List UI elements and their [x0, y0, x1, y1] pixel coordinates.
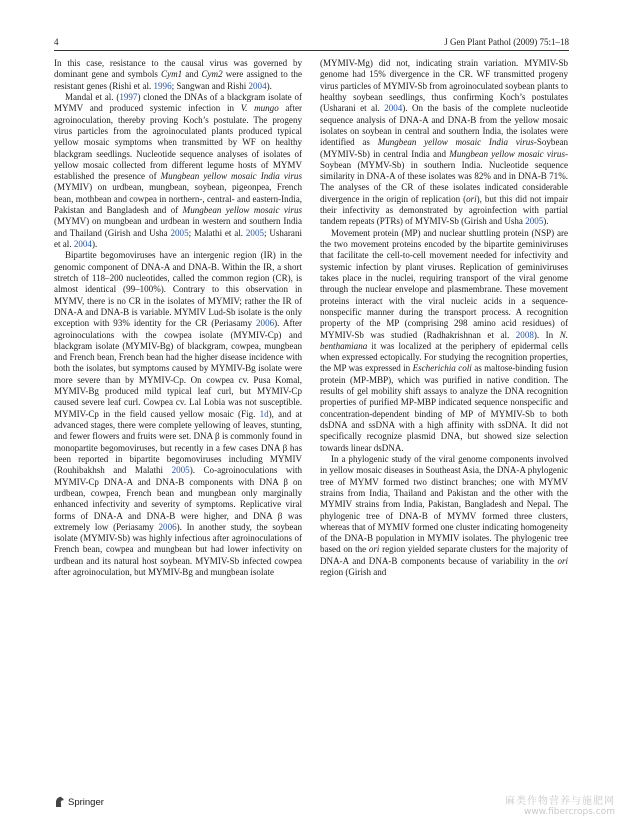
italic-term: Mungbean yellow mosaic virus: [449, 148, 565, 159]
italic-term: ori: [557, 555, 568, 566]
text-run: ). Co-agroinoculations with MYMIV-Cp DNA-A and DNA-B components with DNA β on urdbean, cowpea, French bean and mungbean only marginally enhanced infectivity and severity of symptoms. Replicative viral forms of DNA-A and DNA-B were higher, and DNA β was extremely low (Periasamy: [54, 465, 302, 532]
text-run: Mandal et al. (: [65, 91, 120, 102]
text-run: ).: [266, 80, 272, 91]
citation-link[interactable]: 1997: [119, 91, 138, 102]
citation-link[interactable]: 2005: [245, 227, 264, 238]
paragraph: [320, 58, 568, 228]
text-run: (MYMIV-Mg) did not, indicating strain variation. MYMIV-Sb genome had 15% divergence in the CR. WF transmitted progeny virus particles of MYMIV-Sb from agroinoculated soybean plants to healthy soybean seedlings, thus confirming Koch’s postulates (Usharani et al.: [320, 58, 568, 114]
italic-term: N. benthamiana: [320, 329, 569, 351]
text-run: region yielded separate clusters for the majority of DNA-A and DNA-B components because of variability in the: [320, 544, 568, 566]
right-column: [320, 58, 568, 578]
text-run: and: [182, 69, 202, 80]
paragraph: [320, 228, 568, 454]
running-header: [54, 36, 569, 50]
text-run: as maltose-binding fusion protein (MP-MBP), which was purified in native condition. The results of gel mobility shift assays to analyze the DNA recognition properties of purified MP-MBP indicated sequence nonspecific and concentration-dependent binding of MP of MYMIV-Sb to both dsDNA and ssDNA with a high affinity with ssDNA. It did not specifically recognize plasmid DNA, but showed size selection towards linear dsDNA.: [320, 363, 568, 453]
text-run: after agroinoculation, thereby proving Koch’s postulate. The progeny virus particles from the agroinoculated plants produced typical yellow mosaic symptoms when transmitted by WF on healthy blackgram seedlings. Nucleotide sequence analyses of isolates of yellow mosaic collected from different legume hosts of MYMV established the presence of: [54, 103, 302, 182]
italic-term: Cym2: [201, 69, 223, 80]
text-run: ).: [543, 216, 549, 227]
italic-term: ori: [466, 193, 477, 204]
italic-term: Escherichia coli: [412, 363, 472, 374]
citation-link[interactable]: 2004: [73, 239, 92, 249]
text-run: ). After agroinoculations with the cowpea isolate (MYMIV-Cp) and blackgram isolate (MYMIV-Bg) of blackgram, cowpea, mungbean and French bean, French bean had the higher disease incidence with both the isolates, but symptoms caused by MYMIV-Bg isolate were more severe than by MYMIV-Cp. On cowpea cv. Pusa Komal, MYMIV-Bg produced mild typical leaf curl, but MYMIV-Cp caused severe leaf curl. Cowpea cv. Lal Lobia was not susceptible. MYMIV-Cp in the field caused yellow mosaic (Fig.: [54, 318, 303, 419]
italic-term: Mungbean yellow mosaic India virus: [160, 171, 302, 182]
paragraph: [54, 250, 302, 578]
citation-link[interactable]: 2005: [525, 216, 544, 227]
text-run: ). On the basis of the complete nucleotide sequence analysis of DNA-A and DNA-B from the yellow mosaic isolates on soybean in central and southern India, the isolates were identified as: [320, 103, 568, 148]
text-run: (MYMIV) on urdbean, mungbean, soybean, pigeonpea, French bean, mothbean and cowpea in northern-, central- and eastern-India, Pakistan and Bangladesh and of: [54, 182, 302, 216]
italic-term: V. mungo: [240, 103, 279, 114]
italic-term: ori: [368, 544, 380, 555]
springer-horse-icon: [54, 796, 65, 808]
text-run: ), and at advanced stages, there were complete yellowing of leaves, stunting, and fewer flowers and fruits were set. DNA β is commonly found in monopartite begomoviruses, but recently in a few cases DNA β has been reported in bipartite begomoviruses including MYMIV (Rouhibakhsh and Malathi: [54, 408, 302, 476]
text-run: ).: [91, 239, 98, 249]
header-rule: [54, 50, 569, 51]
text-run: region (Girish and: [320, 567, 387, 578]
page-footer: [54, 796, 104, 808]
paragraph: [54, 58, 302, 92]
text-run: In a phylogenic study of the viral genome components involved in yellow mosaic diseases in Southeast Asia, the DNA-A phylogenic tree of MYMV formed two distinct branches; one with MYMV strains from India, Thailand and Pakistan and the other with the MYMIV strains from India, Pakistan, Bangladesh and Nepal. The phylogenic tree of DNA-B of MYMV formed three clusters, whereas that of MYMIV formed one cluster indicating homogeneity of the DNA-B population in MYMIV isolates. The phylogenic tree based on the: [320, 453, 568, 555]
page-number: 4: [54, 37, 59, 47]
italic-term: Mungbean yellow mosaic India virus: [377, 137, 534, 148]
text-run: ; Malathi et al.: [188, 227, 246, 238]
citation-link[interactable]: 2006: [158, 521, 177, 532]
citation-link[interactable]: 1d: [259, 408, 269, 419]
citation-link[interactable]: 2006: [256, 318, 275, 329]
text-run: ). In: [533, 329, 560, 340]
text-run: Bipartite begomoviruses have an intergenic region (IR) in the genomic component of DNA-A and DNA-B. Within the IR, a short stretch of 118–200 nucleotides, called the common region (CR), is almost identical (99–100%). Contrary to this observation in MYMV, there is no CR in the isolates of MYMIV; rather the IR of DNA-A and DNA-B is variable. MYMIV Lud-Sb isolate is the only exception with 93% identity for the CR (Periasamy: [54, 250, 302, 329]
text-run: ; Sangwan and Rishi: [171, 80, 249, 91]
text-run: ), but this did not impair their infectivity as demonstrated by agroinfection with partial tandem repeats (PTRs) of MYMIV-Sb (Girish and Usha: [320, 193, 568, 227]
text-run: ; Usharani et al.: [54, 227, 302, 249]
text-run: -Soybean (MYMV-Sb) in southern India. Nucleotide sequence similarity in DNA-A of these isolates was 82% and in DNA-B 71%. The analyses of the CR of these isolates indicated considerable divergence in the origin of replication (: [320, 148, 568, 204]
citation-link[interactable]: 1996: [153, 80, 172, 91]
italic-term: Mungbean yellow mosaic virus: [182, 205, 302, 216]
publisher-name: Springer: [68, 796, 104, 808]
watermark-url: www.fibercrops.com: [524, 807, 615, 817]
citation-link[interactable]: 2004: [384, 103, 403, 114]
left-column: [54, 58, 302, 578]
text-run: it was localized at the periphery of epidermal cells when expressed ectopically. For studying the recognition properties, the MP was expressed in: [320, 340, 568, 374]
text-run: -Soybean (MYMIV-Sb) in central India and: [320, 137, 568, 159]
text-run: ). In another study, the soybean isolate (MYMIV-Sb) was highly infectious after agroinoculations of French bean, cowpea and mungbean but had lower infectivity on urdbean and its natural host soybean. MYMIV-Sb infected cowpea after agroinoculation, but MYMIV-Bg and mungbean isolate: [54, 521, 302, 578]
paragraph: [54, 92, 302, 250]
text-run: were assigned to the resistant genes (Rishi et al.: [54, 69, 302, 91]
italic-term: Cym1: [161, 69, 183, 80]
watermark: [475, 796, 615, 818]
citation-link[interactable]: 2004: [248, 80, 267, 91]
citation-link[interactable]: 2005: [171, 465, 190, 476]
citation-link[interactable]: 2005: [170, 227, 189, 238]
text-run: Movement protein (MP) and nuclear shuttling protein (NSP) are the two movement proteins encoded by the bipartite geminiviruses that facilitate the cell-to-cell movement needed for infectivity and systemic infection by plant viruses. Replication of geminiviruses takes place in the nuclei, requiring transport of the viral genome through the nuclear envelope and plasmembrane. These movement proteins interact with the viral nucleic acids in a sequence-nonspecific manner during the transport process. A recognition property of the MP (comprising 298 amino acid residues) of MYMIV-Sb was studied (Radhakrishnan et al.: [320, 227, 568, 340]
citation-link[interactable]: 2008: [515, 329, 534, 340]
text-run: (MYMV) on mungbean and urdbean in western and southern India and Thailand (Girish and Usha: [54, 216, 302, 238]
text-run: ) cloned the DNAs of a blackgram isolate of MYMV and produced systemic infection in: [54, 91, 302, 114]
paragraph: [320, 454, 568, 578]
journal-reference: J Gen Plant Pathol (2009) 75:1–18: [444, 37, 569, 47]
text-run: In this case, resistance to the causal virus was governed by dominant gene and symbols: [54, 58, 302, 80]
watermark-title: 麻类作物营养与施肥网: [505, 796, 615, 807]
